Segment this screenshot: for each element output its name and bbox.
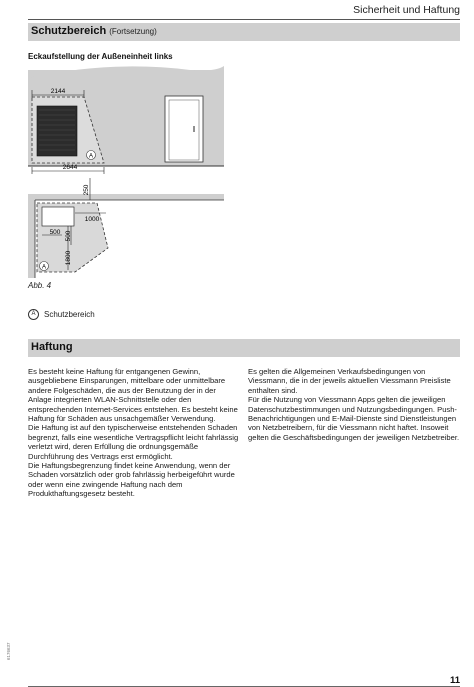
page-number: 11 [449,675,460,686]
dim-1000: 1000 [84,216,100,223]
dim-500-horizontal: 500 [49,229,61,236]
paragraph: Es gelten die Allgemeinen Verkaufsbedingungen von Viessmann, die in der jeweils aktuellen Viessmann Preisliste enthalten sind. [248,367,451,395]
section-title-text: Schutzbereich [31,25,107,37]
figure-legend [28,309,95,320]
paragraph: Die Haftungsbegrenzung findet keine Anwendung, wenn der Schaden vorsätzlich oder grob fahrlässig herbeigeführt wurde oder wenn eine zwingende Haftung nach dem Produkthaftungsgesetz besteht. [28,461,235,499]
header-title: Sicherheit und Haftung [353,4,460,16]
plan-view [28,178,224,278]
haftung-left-column [28,367,240,499]
figure-subheading: Eckaufstellung der Außeneinheit links [28,52,173,61]
dim-500-vertical: 500 [65,230,72,242]
section-bar-haftung [28,339,460,357]
legend-marker: A [28,309,39,320]
svg-text:A: A [88,153,94,160]
dim-2144: 2144 [50,88,66,95]
elevation-view [28,66,224,174]
svg-text:A: A [41,264,47,271]
section-title-suffix: (Fortsetzung) [109,27,157,36]
haftung-right-column [248,367,460,442]
paragraph: Die Haftung ist auf den typischerweise entstehenden Schaden begrenzt, falls eine wesentliche Vertragspflicht leicht fahrlässig verletzt wird, deren Erfüllung die ordnungsgemäße Durchführung des Vertrags erst ermöglicht. [28,423,239,461]
outdoor-unit [37,106,77,156]
paragraph: Für die Nutzung von Viessmann Apps gelten die jeweiligen Datenschutzbestimmungen und Nutzungsbedingungen. Push-Benachrichtigungen und E-Mail-Dienste sind Dienstleistungen von Netzbetreibern, für die Viessmann nicht haftet. Insoweit gelten die Geschäftsbedingungen der jeweiligen Netzbetreiber. [248,395,460,442]
dim-250: 250 [83,184,90,196]
figure-caption: Abb. 4 [28,281,52,290]
outdoor-unit-plan [42,207,74,226]
paragraph: Es besteht keine Haftung für entgangenen Gewinn, ausgebliebene Einsparungen, mittelbare oder unmittelbare andere Folgeschäden, die aus der Benutzung der in der Anlage integrierten WLAN-Schnittstelle oder den entsprechenden Internet-Services entstehen. Es besteht keine Haftung für Schäden aus unsachgemäßer Verwendung. [28,367,238,424]
dim-1800: 1800 [65,250,72,266]
door [165,96,203,162]
dim-2644: 2644 [62,164,78,171]
section-title-haftung: Haftung [31,341,73,353]
document-code: 6176637 [6,642,11,660]
installation-diagram [0,0,474,300]
legend-text: Schutzbereich [44,310,95,319]
